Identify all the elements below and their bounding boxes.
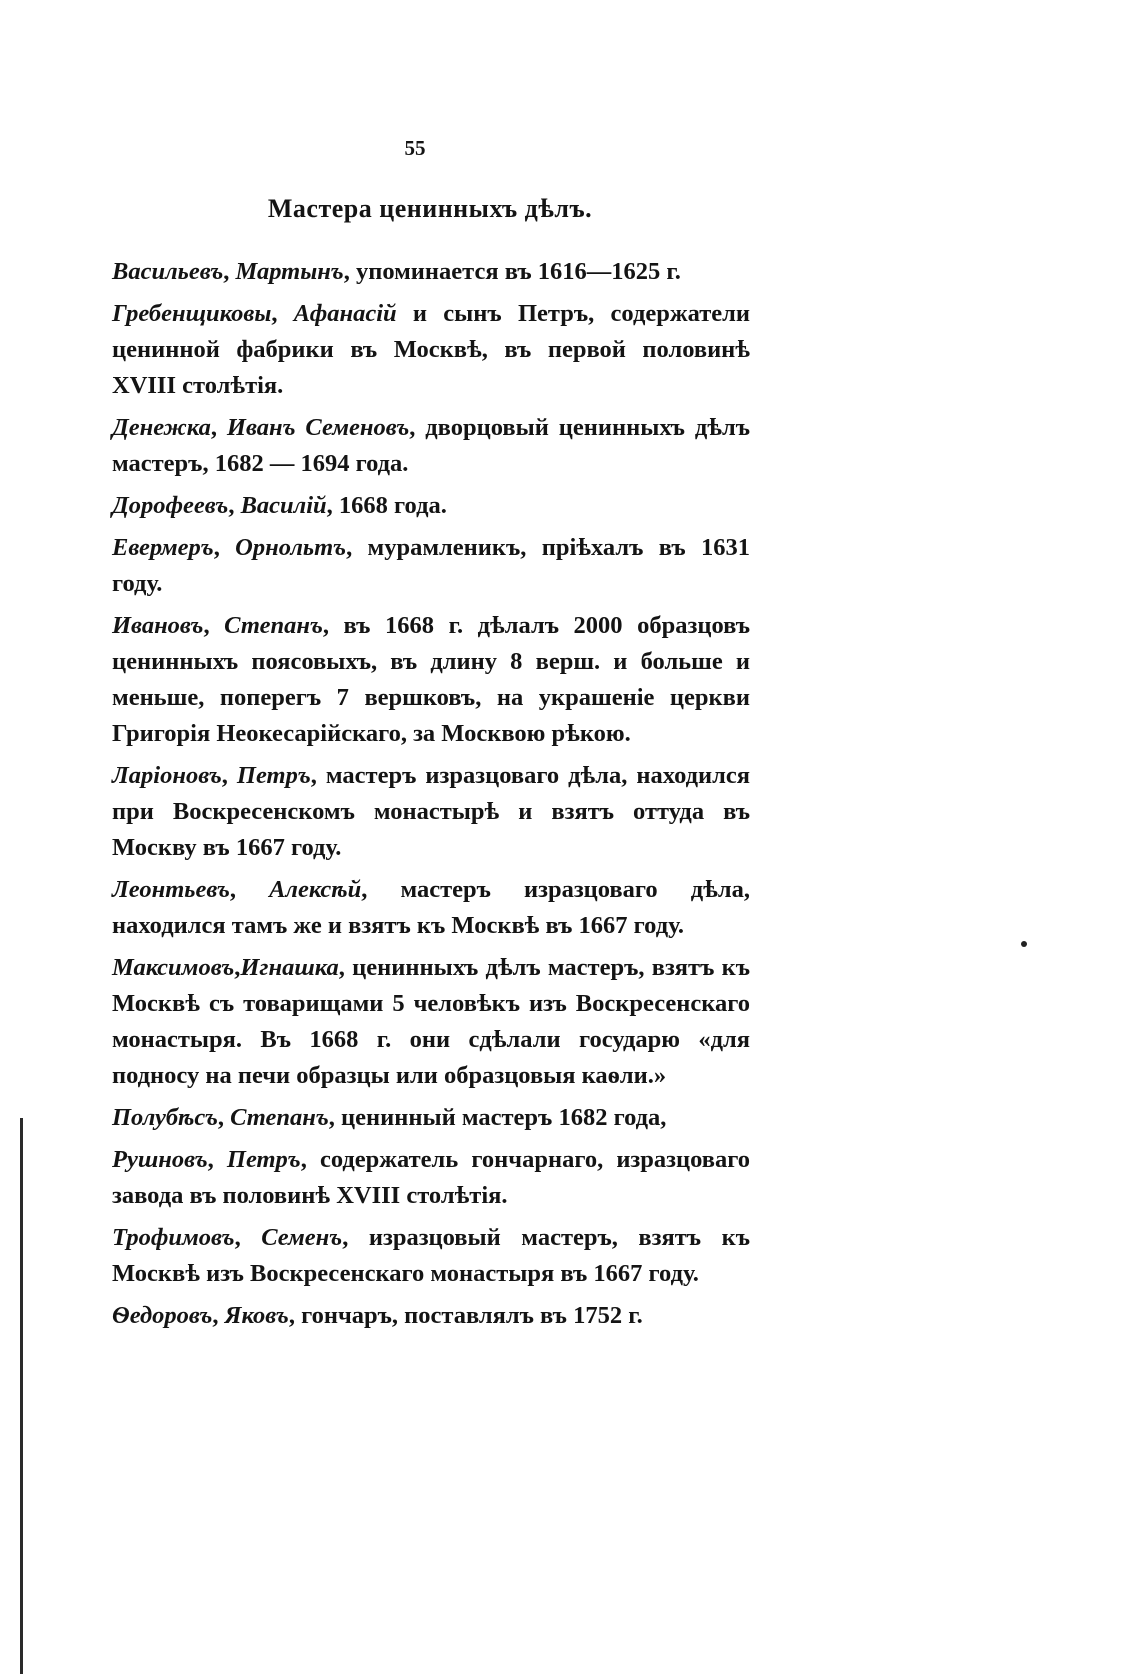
section-heading: Мастера ценинныхъ дѣлъ. [267, 194, 593, 223]
entry-surname: Дорофеевъ [112, 492, 229, 519]
entry-text: изразцовый мастеръ, взятъ къ Москвѣ изъ Воскресенскаго монастыря въ 1667 году. [112, 1224, 750, 1287]
entry: Ларiоновъ, Петръ, мастеръ изразцоваго дѣла, находился при Воскресенскомъ монастырѣ и взятъ оттуда въ Москву въ 1667 году. [112, 762, 751, 861]
scan-binding-edge [20, 1118, 23, 1674]
entry-surname: Евермеръ [112, 534, 214, 561]
entry-text: въ 1668 г. дѣлалъ 2000 образцовъ ценинныхъ поясовыхъ, въ длину 8 верш. и больше и меньше, поперегъ 7 вершковъ, на украшенiе церкви Григорiя Неокесарiйскаго, за Москвою рѣкою. [112, 612, 751, 747]
entry-text: мастеръ изразцоваго дѣла, находился при Воскресенскомъ монастырѣ и взятъ оттуда въ Москву въ 1667 году. [112, 762, 751, 861]
entry-text: дворцовый ценинныхъ дѣлъ мастеръ, 1682 — 1694 года. [112, 414, 750, 477]
entry-surname: Ивановъ [112, 612, 204, 639]
entries-list [112, 254, 750, 1340]
entry-text: упоминается въ 1616—1625 г. [349, 258, 681, 285]
entry: Трофимовъ, Семенъ, изразцовый мастеръ, взятъ къ Москвѣ изъ Воскресенскаго монастыря въ 1667 году. [112, 1224, 750, 1287]
entry-surname: Полубѣсъ [112, 1104, 218, 1131]
page-number: 55 [404, 136, 426, 160]
entry-given-name: Василій [240, 492, 327, 519]
entry-text: гончаръ, поставлялъ въ 1752 г. [294, 1302, 643, 1329]
entry-text: содержатель гончарнаго, изразцоваго завода въ половинѣ XVIII столѣтія. [112, 1146, 751, 1209]
entry: Евермеръ, Орнольтъ, мурамленикъ, прiѣхалъ въ 1631 году. [112, 534, 750, 597]
entry-given-name: Игнашка [240, 954, 339, 981]
entry: Дорофеевъ, Василій, 1668 года. [112, 492, 447, 519]
entry-text: мурамленикъ, прiѣхалъ въ 1631 году. [112, 534, 750, 597]
entry-given-name: Яковъ [224, 1302, 289, 1329]
entry: Гребенщиковы, Афанасій и сынъ Петръ, содержатели ценинной фабрики въ Москвѣ, въ первой половинѣ XVIII столѣтія. [112, 300, 750, 399]
entry: Полубѣсъ, Степанъ, ценинный мастеръ 1682 года, [112, 1104, 667, 1131]
entry-text: 1668 года. [332, 492, 447, 519]
entry: Рушновъ, Петръ, содержатель гончарнаго, изразцоваго завода въ половинѣ XVIII столѣтія. [112, 1146, 751, 1209]
entry-given-name: Степанъ [230, 1104, 329, 1131]
entry-given-name: Орнольтъ [235, 534, 347, 561]
entry-given-name: Мартынъ [235, 258, 344, 285]
entry: Максимовъ,Игнашка, ценинныхъ дѣлъ мастеръ, взятъ къ Москвѣ съ товарищами 5 человѣкъ изъ Воскресенскаго монастыря. Въ 1668 г. они сдѣлали государю «для подносу на печи образцы или образцовыя каѳли.» [112, 954, 750, 1089]
entry-surname: Денежка [112, 414, 211, 441]
entry: Леонтьевъ, Алексѣй, мастеръ изразцоваго дѣла, находился тамъ же и взятъ къ Москвѣ въ 1667 году. [112, 876, 750, 939]
entry-given-name: Степанъ [224, 612, 323, 639]
entry-surname: Трофимовъ [112, 1224, 235, 1251]
entry-surname: Леонтьевъ [112, 876, 230, 903]
entry-given-name: Петръ [236, 762, 311, 789]
entry: Ивановъ, Степанъ, въ 1668 г. дѣлалъ 2000 образцовъ ценинныхъ поясовыхъ, въ длину 8 верш. и больше и меньше, поперегъ 7 вершковъ, на украшенiе церкви Григорiя Неокесарiйскаго, за Москвою рѣкою. [112, 612, 751, 747]
entry-given-name: Алексѣй [269, 876, 362, 903]
entry: Денежка, Иванъ Семеновъ, дворцовый ценинныхъ дѣлъ мастеръ, 1682 — 1694 года. [112, 414, 750, 477]
entry-surname: Максимовъ [112, 954, 235, 981]
scan-speck [1021, 941, 1027, 947]
entry: Ѳедоровъ, Яковъ, гончаръ, поставлялъ въ 1752 г. [112, 1302, 643, 1329]
entry-surname: Гребенщиковы [112, 300, 272, 327]
entry-text: и сынъ Петръ, содержатели ценинной фабрики въ Москвѣ, въ первой половинѣ XVIII столѣтія. [112, 300, 750, 399]
entry-text: ценинный мастеръ 1682 года, [334, 1104, 667, 1131]
entry-surname: Рушновъ [112, 1146, 208, 1173]
entry: Васильевъ, Мартынъ, упоминается въ 1616—1625 г. [112, 258, 681, 285]
entry-surname: Ларiоновъ [112, 762, 222, 789]
entry-given-name: Иванъ Семеновъ [226, 414, 410, 441]
entry-text: мастеръ изразцоваго дѣла, находился тамъ же и взятъ къ Москвѣ въ 1667 году. [112, 876, 750, 939]
entry-given-name: Петръ [226, 1146, 301, 1173]
entry-text: ценинныхъ дѣлъ мастеръ, взятъ къ Москвѣ съ товарищами 5 человѣкъ изъ Воскресенскаго монастыря. Въ 1668 г. они сдѣлали государю «для подносу на печи образцы или образцовыя каѳли.» [112, 954, 750, 1089]
entry-given-name: Афанасій [293, 300, 397, 327]
entry-surname: Ѳедоровъ [112, 1302, 213, 1329]
entry-given-name: Семенъ [261, 1224, 343, 1251]
entry-surname: Васильевъ [112, 258, 224, 285]
